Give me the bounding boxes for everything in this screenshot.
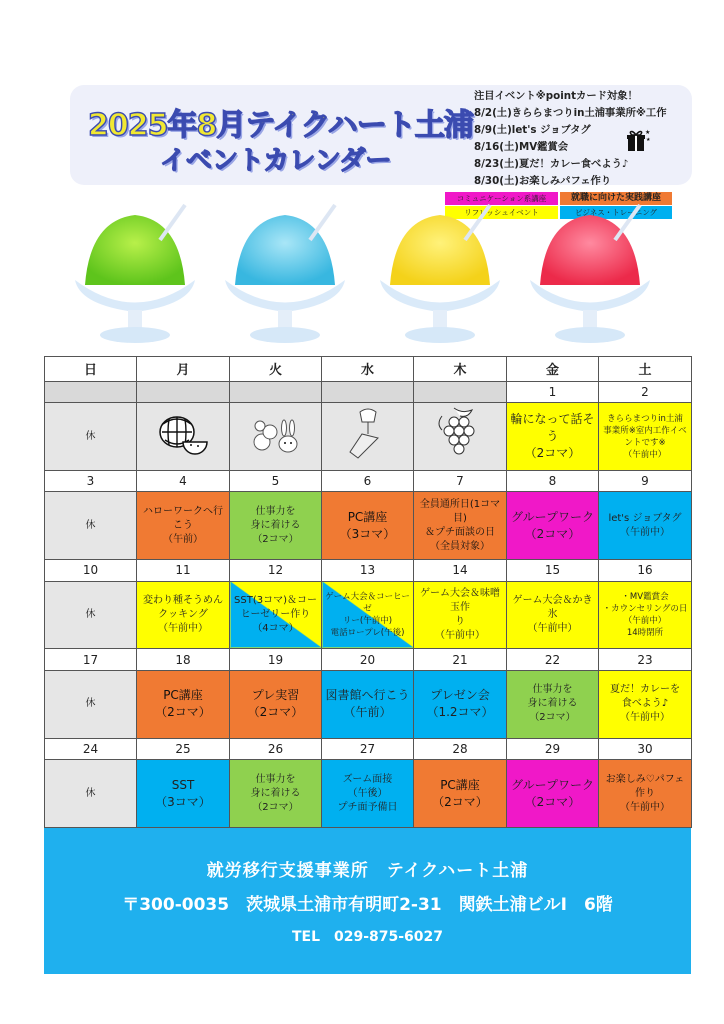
event-row <box>45 581 692 649</box>
day-number-row <box>45 470 692 492</box>
day-number: 8 <box>507 470 599 492</box>
event-cell <box>137 492 230 560</box>
event-text: 変わり種そうめん クッキング （午前中） <box>143 595 223 635</box>
shaved-ice-green-icon <box>75 205 195 343</box>
closed-day-cell <box>45 403 137 471</box>
notice-item: 8/2(土)きららまつりin土浦事業所※工作 <box>474 107 667 119</box>
event-cell <box>322 760 414 828</box>
event-text: 仕事力を 身に着ける （2コマ） <box>250 505 301 545</box>
day-number: 12 <box>230 560 322 582</box>
day-number <box>322 381 414 403</box>
event-text: 夏だ！カレーを 食べよう♪ （午前中） <box>610 684 680 724</box>
decorative-day-cell <box>230 403 322 471</box>
page-subtitle: イベントカレンダー <box>160 146 392 176</box>
event-calendar <box>44 356 691 828</box>
day-number: 10 <box>45 560 137 582</box>
event-row <box>45 492 692 560</box>
event-text: 全員通所日(1コマ目) ＆プチ面談の日 （全員対象） <box>419 498 501 552</box>
day-number: 15 <box>507 560 599 582</box>
day-number: 19 <box>230 649 322 671</box>
weekday-mon: 月 <box>137 357 230 382</box>
closed-day-label: 休 <box>85 430 96 442</box>
day-number-row <box>45 738 692 760</box>
event-text: PC講座 （2コマ） <box>432 777 488 809</box>
day-number: 25 <box>137 738 230 760</box>
notice-item: 8/9(土)let's ジョブタグ <box>474 124 591 136</box>
shaved-ice-blue-icon <box>225 205 345 343</box>
weekday-wed: 水 <box>322 357 414 382</box>
legend-job-practice: 就職に向けた実践講座 <box>560 192 672 205</box>
shaved-ice-red-icon <box>530 205 650 343</box>
notice-heading: 注目イベント※pointカード対象！ <box>474 90 638 102</box>
event-cell <box>507 670 599 738</box>
event-cell <box>230 760 322 828</box>
weekday-fri: 金 <box>507 357 599 382</box>
event-cell <box>599 403 692 471</box>
event-row <box>45 760 692 828</box>
event-text: 仕事力を 身に着ける （2コマ） <box>250 773 301 813</box>
event-text: グループワーク （2コマ） <box>510 509 595 541</box>
weekday-sun: 日 <box>45 357 137 382</box>
day-number-row <box>45 560 692 582</box>
day-number-row <box>45 649 692 671</box>
event-cell <box>414 492 507 560</box>
decorative-day-cell <box>322 403 414 471</box>
event-cell <box>322 581 414 649</box>
event-cell <box>137 670 230 738</box>
day-number: 16 <box>599 560 692 582</box>
event-cell <box>137 581 230 649</box>
day-number: 9 <box>599 470 692 492</box>
day-number: 22 <box>507 649 599 671</box>
day-number: 29 <box>507 738 599 760</box>
event-text: プレ実習 （2コマ） <box>247 688 304 720</box>
grapes-icon <box>432 456 488 467</box>
event-text: PC講座 （2コマ） <box>155 688 211 720</box>
closed-day-label: 休 <box>85 787 96 799</box>
footer-contact <box>44 828 691 974</box>
notice-item: 8/16(土)MV鑑賞会 <box>474 141 569 153</box>
day-number: 24 <box>45 738 137 760</box>
event-text: ズーム面接 （午後） プチ面予備日 <box>337 773 398 813</box>
closed-day-cell <box>45 492 137 560</box>
day-number: 27 <box>322 738 414 760</box>
closed-day-label: 休 <box>85 698 96 710</box>
gift-box-icon <box>624 127 650 153</box>
event-cell <box>599 760 692 828</box>
svg-text:★: ★ <box>645 129 651 136</box>
decorative-day-cell <box>414 403 507 471</box>
day-number: 30 <box>599 738 692 760</box>
day-number: 2 <box>599 381 692 403</box>
office-name: 就労移行支援事業所 テイクハート土浦 <box>206 861 529 881</box>
event-text: 仕事力を 身に着ける （2コマ） <box>527 684 578 724</box>
event-cell <box>230 670 322 738</box>
closed-day-cell <box>45 760 137 828</box>
day-number: 4 <box>137 470 230 492</box>
event-cell <box>507 760 599 828</box>
closed-day-cell <box>45 581 137 649</box>
event-cell <box>507 403 599 471</box>
event-text: お楽しみ♡パフェ 作り （午前中） <box>605 773 685 813</box>
notice-item: 8/30(土)お楽しみパフェ作り <box>474 175 612 187</box>
wind-chime-icon <box>340 452 396 463</box>
event-cell <box>414 760 507 828</box>
event-cell <box>507 492 599 560</box>
event-text: SST(3コマ)＆コー ヒーゼリー作り （4コマ） <box>234 595 317 635</box>
shaved-ice-illustrations <box>60 200 680 360</box>
event-text: PC講座 （3コマ） <box>339 509 396 541</box>
event-text: プレゼン会 （1.2コマ） <box>426 688 494 720</box>
day-number <box>137 381 230 403</box>
day-number: 7 <box>414 470 507 492</box>
event-cell <box>414 581 507 649</box>
day-number-row <box>45 381 692 403</box>
day-number: 21 <box>414 649 507 671</box>
day-number: 20 <box>322 649 414 671</box>
weekday-header-row <box>45 357 692 382</box>
day-number: 23 <box>599 649 692 671</box>
event-text: 図書館へ行こう （午前） <box>325 688 410 720</box>
event-text: グループワーク （2コマ） <box>510 777 595 809</box>
event-row <box>45 403 692 471</box>
page-title: 2025年8月テイクハート土浦 <box>88 108 473 143</box>
weekday-sat: 土 <box>599 357 692 382</box>
weekday-thu: 木 <box>414 357 507 382</box>
day-number: 13 <box>322 560 414 582</box>
day-number: 18 <box>137 649 230 671</box>
event-text: SST （3コマ） <box>155 777 211 809</box>
event-cell <box>230 581 322 649</box>
decorative-day-cell <box>137 403 230 471</box>
event-cell <box>599 492 692 560</box>
event-cell <box>414 670 507 738</box>
watermelon-icon <box>155 448 211 459</box>
event-cell <box>322 492 414 560</box>
event-text: ゲーム大会＆味噌玉作 り （午前中） <box>420 588 500 642</box>
event-text: 輪になって話そう （2コマ） <box>510 412 595 461</box>
event-cell <box>507 581 599 649</box>
day-number: 14 <box>414 560 507 582</box>
day-number: 17 <box>45 649 137 671</box>
day-number <box>414 381 507 403</box>
rabbit-dango-icon <box>248 448 304 459</box>
event-cell <box>599 581 692 649</box>
day-number: 26 <box>230 738 322 760</box>
notice-item: 8/23(土)夏だ！カレー食べよう♪ <box>474 158 629 170</box>
event-row <box>45 670 692 738</box>
shaved-ice-yellow-icon <box>380 205 500 343</box>
day-number <box>230 381 322 403</box>
closed-day-cell <box>45 670 137 738</box>
event-text: ゲーム大会＆コーヒーゼ リー(午前中) 電話ロープレ(午後) <box>325 592 410 639</box>
day-number <box>45 381 137 403</box>
event-text: きららまつりin土浦 事業所※室内工作イベントです※ （午前中） <box>603 413 687 460</box>
day-number: 5 <box>230 470 322 492</box>
event-text: ハローワークへ行こう （午前） <box>143 505 223 545</box>
event-text: ゲーム大会＆かき氷 （午前中） <box>512 595 593 635</box>
event-cell <box>230 492 322 560</box>
closed-day-label: 休 <box>85 609 96 621</box>
event-cell <box>322 670 414 738</box>
featured-events-notice <box>474 88 689 190</box>
weekday-tue: 火 <box>230 357 322 382</box>
day-number: 1 <box>507 381 599 403</box>
day-number: 3 <box>45 470 137 492</box>
event-cell <box>599 670 692 738</box>
legend-communication: コミュニケーション系講座 <box>445 192 558 205</box>
day-number: 6 <box>322 470 414 492</box>
office-phone: TEL 029-875-6027 <box>291 929 444 945</box>
legend-business: ビジネス・トレーニング <box>560 206 672 219</box>
day-number: 11 <box>137 560 230 582</box>
closed-day-label: 休 <box>85 519 96 531</box>
legend-refresh: リフレッシュイベント <box>445 206 558 219</box>
svg-text:★: ★ <box>646 137 651 143</box>
event-cell <box>137 760 230 828</box>
event-text: ・MV鑑賞会 ・カウンセリングの日 （午前中） 14時閉所 <box>602 592 688 639</box>
day-number: 28 <box>414 738 507 760</box>
event-text: let's ジョブタグ （午前中） <box>608 512 682 538</box>
office-address: 〒300-0035 茨城県土浦市有明町2-31 関鉄土浦ビルⅠ 6階 <box>122 895 613 915</box>
